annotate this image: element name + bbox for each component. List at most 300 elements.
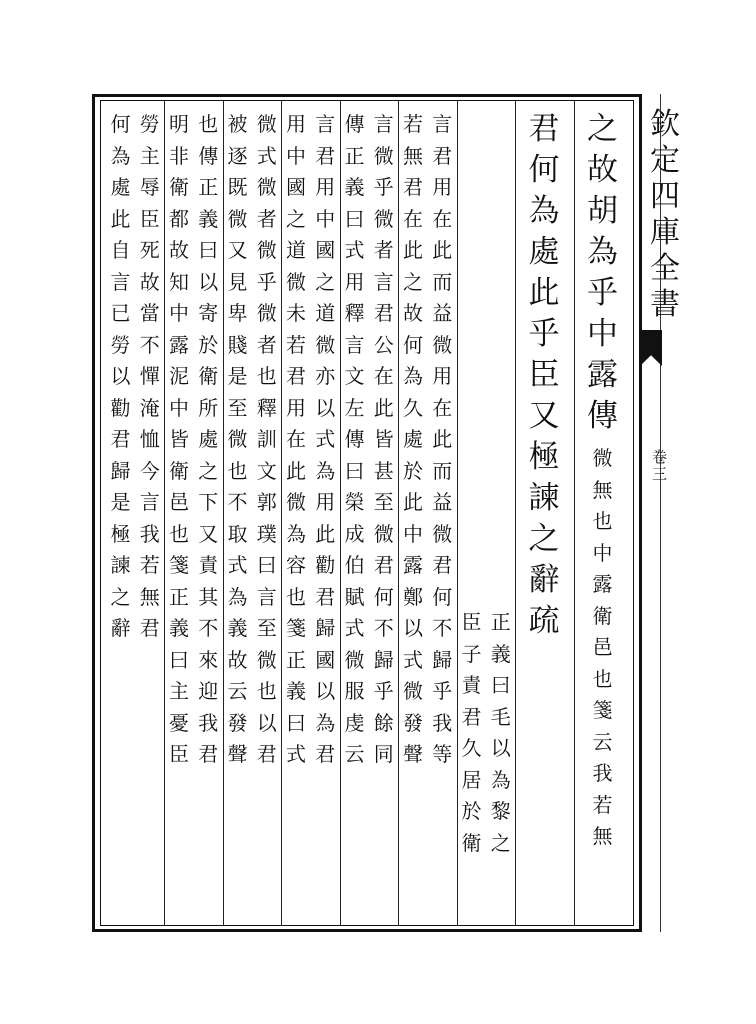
commentary-char: 此 [403, 238, 423, 262]
commentary-char: 無 [139, 584, 160, 609]
commentary-char: 不 [139, 332, 160, 357]
commentary-char: 勞 [139, 112, 160, 136]
commentary-char: 臣 [169, 742, 189, 766]
commentary-char: 之 [315, 269, 336, 294]
commentary-char: 不 [198, 616, 219, 640]
main-char: 疏 [528, 603, 560, 639]
commentary-char: 於 [461, 799, 482, 823]
commentary-char: 容 [286, 553, 306, 577]
commentary-char: 以 [490, 736, 511, 760]
commentary-right [194, 114, 222, 776]
main-char: 諫 [528, 480, 560, 516]
commentary-char: 衛 [169, 458, 189, 483]
title-char: 庫 [650, 215, 680, 250]
commentary-char: 曰 [169, 647, 189, 672]
commentary-char: 義 [286, 679, 306, 703]
commentary-char: 微 [286, 490, 306, 514]
commentary-char: 君 [110, 427, 131, 451]
commentary-char: 式 [227, 553, 248, 577]
commentary-char: 在 [373, 364, 394, 388]
commentary-char: 璞 [256, 521, 277, 546]
commentary-char: 微 [373, 143, 394, 168]
commentary-char: 曰 [286, 710, 306, 735]
commentary-char: 曰 [344, 458, 365, 483]
commentary-char: 云 [227, 679, 248, 703]
commentary-char: 乎 [256, 269, 277, 294]
main-text-column [583, 111, 623, 442]
title-char: 全 [650, 251, 680, 286]
commentary-char: 曰 [490, 673, 511, 697]
commentary-char: 淹 [139, 395, 160, 420]
commentary-char: 用 [432, 364, 453, 388]
main-char: 之 [587, 111, 618, 147]
commentary-char: 餘 [373, 710, 394, 735]
commentary-char: 公 [373, 332, 394, 357]
commentary-char: 至 [227, 395, 248, 420]
commentary-char: 郭 [256, 490, 277, 514]
commentary-char: 皆 [373, 427, 394, 451]
commentary-char: 微 [256, 238, 277, 262]
commentary-char: 是 [110, 490, 131, 514]
commentary-char: 而 [432, 458, 453, 483]
commentary-char: 至 [373, 490, 394, 514]
commentary-char: 主 [169, 679, 189, 703]
commentary-char: 無 [592, 477, 613, 502]
commentary-char: 處 [110, 175, 131, 199]
commentary-char: 言 [256, 584, 277, 609]
commentary-char: 虔 [344, 710, 365, 735]
commentary-char: 言 [315, 112, 336, 136]
commentary-char: 知 [169, 269, 189, 294]
commentary-char: 言 [432, 112, 453, 136]
column-rule [574, 100, 575, 926]
commentary-char: 釋 [256, 395, 277, 420]
commentary-char: 式 [403, 647, 423, 672]
main-char: 故 [587, 152, 618, 188]
commentary-char: 正 [344, 143, 365, 168]
commentary-char: 益 [432, 490, 453, 514]
commentary-char: 君 [373, 553, 394, 577]
commentary-char: 何 [373, 584, 394, 609]
commentary-char: 微 [432, 332, 453, 357]
commentary-char: 君 [373, 301, 394, 325]
commentary-char: 為 [110, 143, 131, 168]
commentary-char: 之 [110, 584, 131, 609]
commentary-char: 已 [110, 301, 131, 325]
title-char: 定 [650, 143, 680, 178]
commentary-char: 我 [592, 761, 613, 785]
commentary-char: 國 [315, 238, 336, 262]
commentary-char: 也 [592, 509, 613, 533]
commentary-char: 微 [256, 175, 277, 199]
commentary-char: 以 [198, 269, 219, 294]
commentary-char: 君 [403, 175, 423, 199]
commentary-char: 之 [198, 458, 219, 483]
commentary-char: 同 [373, 742, 394, 766]
main-char: 臣 [528, 357, 560, 393]
commentary-char: 所 [198, 395, 219, 420]
commentary-char: 主 [139, 143, 160, 168]
commentary-char: 以 [315, 679, 336, 703]
commentary-char: 臣 [139, 206, 160, 231]
commentary-char: 此 [432, 238, 453, 262]
commentary-char: 正 [169, 584, 189, 609]
commentary-char: 云 [592, 729, 613, 754]
commentary-char: 成 [344, 521, 365, 546]
commentary-char: 毛 [490, 704, 511, 729]
title-char: 四 [650, 179, 680, 214]
commentary-char: 諫 [110, 553, 131, 577]
column-rule [515, 100, 516, 926]
commentary-char: 迎 [198, 679, 219, 703]
commentary-char: 聲 [227, 742, 248, 766]
commentary-char: 微 [286, 269, 306, 294]
commentary-char: 辱 [139, 175, 160, 199]
commentary-right [311, 114, 339, 776]
commentary-char: 之 [490, 830, 511, 855]
commentary-char: 賤 [227, 332, 248, 357]
commentary-char: 又 [198, 521, 219, 546]
commentary-char: 義 [344, 175, 365, 199]
commentary-char: 我 [139, 521, 160, 546]
commentary-char: 我 [432, 710, 453, 735]
main-char: 胡 [587, 193, 618, 229]
commentary-char: 無 [403, 143, 423, 168]
commentary-char: 處 [403, 427, 423, 451]
commentary-char: 是 [227, 364, 248, 388]
commentary-char: 以 [315, 395, 336, 420]
commentary-char: 榮 [344, 490, 365, 514]
commentary-char: 微 [592, 446, 613, 470]
commentary-char: 此 [373, 395, 394, 420]
commentary-right [253, 114, 281, 776]
commentary-char: 不 [227, 490, 248, 514]
commentary-char: 君 [256, 742, 277, 766]
commentary-char: 君 [432, 143, 453, 168]
commentary-char: 也 [198, 112, 219, 136]
commentary-char: 來 [198, 647, 219, 672]
main-char: 為 [528, 193, 560, 229]
commentary-char: 泥 [169, 364, 189, 388]
commentary-right [370, 114, 398, 776]
commentary-char: 微 [227, 206, 248, 231]
commentary-char: 在 [286, 427, 306, 451]
commentary-char: 文 [344, 364, 365, 388]
commentary-char: 以 [256, 710, 277, 735]
commentary-char: 箋 [592, 698, 613, 722]
commentary-char: 為 [315, 710, 336, 735]
commentary-char: 故 [139, 269, 160, 294]
commentary-char: 未 [286, 301, 306, 325]
commentary-char: 言 [139, 490, 160, 514]
commentary-char: 傳 [344, 427, 365, 451]
commentary-char: 無 [592, 824, 613, 848]
commentary-char: 此 [403, 490, 423, 514]
volume-char: 三 [652, 465, 668, 483]
commentary-char: 故 [227, 647, 248, 672]
commentary-char: 不 [373, 616, 394, 640]
commentary-char: 此 [110, 206, 131, 231]
commentary-char: 在 [432, 206, 453, 231]
commentary-char: 寄 [198, 301, 219, 325]
commentary-left [341, 114, 369, 776]
commentary-left [107, 114, 135, 650]
commentary-char: 中 [169, 395, 189, 420]
commentary-char: 用 [315, 490, 336, 514]
commentary-char: 曰 [344, 206, 365, 231]
commentary-char: 此 [286, 458, 306, 483]
commentary-char: 衛 [198, 364, 219, 388]
commentary-left [399, 114, 427, 776]
commentary-char: 為 [403, 364, 423, 388]
main-char: 之 [528, 521, 560, 557]
commentary-char: 式 [344, 616, 365, 640]
commentary-char: 黎 [490, 799, 511, 823]
commentary-char: 久 [461, 736, 482, 760]
commentary-char: 微 [256, 301, 277, 325]
commentary-char: 此 [432, 427, 453, 451]
commentary-char: 以 [403, 616, 423, 640]
commentary-char: 乎 [373, 175, 394, 199]
main-char: 為 [587, 234, 618, 270]
commentary-char: 義 [227, 616, 248, 640]
commentary-char: 勸 [315, 553, 336, 577]
commentary-char: 露 [403, 553, 423, 577]
commentary-char: 極 [110, 521, 131, 546]
commentary-char: 見 [227, 269, 248, 294]
commentary-char: 微 [373, 521, 394, 546]
commentary-char: 微 [373, 206, 394, 231]
commentary-char: 之 [403, 269, 423, 294]
main-char: 又 [528, 398, 560, 434]
commentary-char: 中 [592, 540, 613, 565]
commentary-char: 曰 [198, 238, 219, 262]
commentary-char: 中 [169, 301, 189, 325]
commentary-char: 釋 [344, 301, 365, 325]
commentary-char: 何 [432, 584, 453, 609]
commentary-char: 微 [403, 679, 423, 703]
commentary-char: 微 [227, 427, 248, 451]
commentary-char: 曰 [256, 553, 277, 577]
commentary-char: 露 [169, 332, 189, 357]
commentary-char: 文 [256, 458, 277, 483]
main-char: 極 [528, 439, 560, 475]
commentary-char: 邑 [592, 635, 613, 659]
commentary-char: 歸 [110, 458, 131, 483]
commentary-char: 訓 [256, 427, 277, 451]
commentary-left [282, 114, 310, 776]
commentary-char: 道 [315, 301, 336, 325]
commentary-char: 用 [315, 175, 336, 199]
commentary-left [165, 114, 193, 776]
commentary-char: 為 [315, 458, 336, 483]
volume-char: 卷 [652, 448, 668, 466]
commentary-char: 君 [432, 553, 453, 577]
commentary-char: 居 [461, 767, 482, 792]
main-char: 傳 [587, 398, 618, 434]
commentary-char: 乎 [373, 679, 394, 703]
commentary-char: 何 [110, 112, 131, 136]
commentary-char: 於 [198, 332, 219, 357]
commentary-char: 為 [490, 767, 511, 792]
commentary-char: 衛 [169, 175, 189, 199]
commentary-char: 於 [403, 458, 423, 483]
commentary-char: 用 [344, 269, 365, 294]
commentary-char: 衛 [461, 830, 482, 855]
commentary-char: 義 [169, 616, 189, 640]
commentary-char: 當 [139, 301, 160, 325]
commentary-char: 若 [139, 553, 160, 577]
commentary-char: 憚 [139, 364, 160, 388]
title-char: 書 [650, 287, 680, 322]
fishtail-mark-icon [640, 330, 662, 366]
commentary-char: 中 [286, 143, 306, 168]
commentary-char: 明 [169, 112, 189, 136]
commentary-char: 國 [286, 175, 306, 199]
commentary-char: 國 [315, 647, 336, 672]
commentary-char: 乎 [432, 679, 453, 703]
commentary-char: 君 [286, 364, 306, 388]
commentary-char: 聲 [403, 742, 423, 766]
commentary-char: 也 [256, 679, 277, 703]
commentary-char: 在 [432, 395, 453, 420]
commentary-char: 微 [315, 332, 336, 357]
commentary-char: 君 [461, 704, 482, 729]
title-char: 欽 [650, 107, 680, 142]
commentary-char: 被 [227, 112, 248, 136]
commentary-char: 責 [461, 673, 482, 697]
commentary-char: 也 [592, 666, 613, 691]
commentary-char: 也 [256, 364, 277, 388]
commentary-char: 君 [139, 616, 160, 640]
volume-label [652, 450, 667, 484]
commentary-char: 之 [286, 206, 306, 231]
commentary-char: 傳 [344, 112, 365, 136]
commentary-char: 鄭 [403, 584, 423, 609]
commentary-char: 歸 [432, 647, 453, 672]
commentary-char: 也 [227, 458, 248, 483]
commentary-char: 發 [403, 710, 423, 735]
commentary-char: 子 [461, 641, 482, 666]
commentary-char: 伯 [344, 553, 365, 577]
commentary-char: 既 [227, 175, 248, 199]
commentary-char: 為 [227, 584, 248, 609]
commentary-char: 為 [286, 521, 306, 546]
commentary-char: 故 [169, 238, 189, 262]
commentary-char: 用 [432, 175, 453, 199]
commentary-column [589, 448, 617, 858]
commentary-char: 等 [432, 742, 453, 766]
commentary-char: 其 [198, 584, 219, 609]
commentary-char: 此 [315, 521, 336, 546]
commentary-char: 式 [344, 238, 365, 262]
commentary-char: 邑 [169, 490, 189, 514]
commentary-char: 若 [592, 792, 613, 817]
commentary-char: 恤 [139, 427, 160, 451]
commentary-char: 言 [110, 269, 131, 294]
main-char: 露 [587, 357, 618, 393]
main-char: 乎 [528, 316, 560, 352]
commentary-char: 歸 [315, 616, 336, 640]
commentary-char: 者 [373, 238, 394, 262]
commentary-char: 微 [432, 521, 453, 546]
commentary-char: 微 [344, 647, 365, 672]
commentary-char: 在 [403, 206, 423, 231]
main-char: 君 [528, 111, 560, 147]
commentary-char: 甚 [373, 458, 394, 483]
commentary-char: 卑 [227, 301, 248, 325]
commentary-char: 微 [256, 112, 277, 136]
commentary-char: 亦 [315, 364, 336, 388]
commentary-char: 責 [198, 553, 219, 577]
commentary-char: 君 [315, 143, 336, 168]
main-char: 辭 [528, 562, 560, 598]
commentary-char: 發 [227, 710, 248, 735]
commentary-char: 正 [490, 610, 511, 634]
commentary-char: 式 [256, 143, 277, 168]
commentary-char: 義 [490, 641, 511, 666]
commentary-left [224, 114, 252, 776]
commentary-char: 正 [198, 175, 219, 199]
commentary-char: 正 [286, 647, 306, 672]
commentary-char: 也 [286, 584, 306, 609]
commentary-char: 處 [198, 427, 219, 451]
commentary-char: 久 [403, 395, 423, 420]
commentary-char: 何 [403, 332, 423, 357]
commentary-char: 云 [344, 742, 365, 766]
commentary-char: 憂 [169, 710, 189, 735]
commentary-char: 歸 [373, 647, 394, 672]
commentary-char: 以 [110, 364, 131, 388]
commentary-char: 義 [198, 206, 219, 231]
commentary-char: 用 [286, 395, 306, 420]
commentary-char: 言 [344, 332, 365, 357]
commentary-char: 式 [286, 742, 306, 766]
commentary-char: 取 [227, 521, 248, 546]
main-char: 中 [587, 316, 618, 352]
commentary-right [136, 114, 164, 650]
commentary-char: 中 [315, 206, 336, 231]
commentary-char: 中 [403, 521, 423, 546]
commentary-left [458, 612, 486, 864]
commentary-char: 今 [139, 458, 160, 483]
main-text-column [524, 111, 564, 647]
commentary-char: 益 [432, 301, 453, 325]
commentary-char: 不 [432, 616, 453, 640]
commentary-char: 者 [256, 332, 277, 357]
commentary-char: 若 [403, 112, 423, 136]
commentary-char: 箋 [169, 553, 189, 577]
commentary-char: 用 [286, 112, 306, 136]
commentary-char: 露 [592, 572, 613, 596]
commentary-char: 道 [286, 238, 306, 262]
commentary-char: 下 [198, 490, 219, 514]
commentary-char: 皆 [169, 427, 189, 451]
commentary-char: 言 [373, 269, 394, 294]
commentary-char: 辭 [110, 616, 131, 640]
commentary-char: 自 [110, 238, 131, 262]
commentary-char: 賦 [344, 584, 365, 609]
commentary-char: 至 [256, 616, 277, 640]
commentary-char: 臣 [461, 610, 482, 634]
commentary-char: 言 [373, 112, 394, 136]
commentary-char: 傳 [198, 143, 219, 168]
commentary-char: 服 [344, 679, 365, 703]
commentary-char: 若 [286, 332, 306, 357]
commentary-char: 死 [139, 238, 160, 262]
commentary-char: 者 [256, 206, 277, 231]
commentary-char: 逐 [227, 143, 248, 168]
